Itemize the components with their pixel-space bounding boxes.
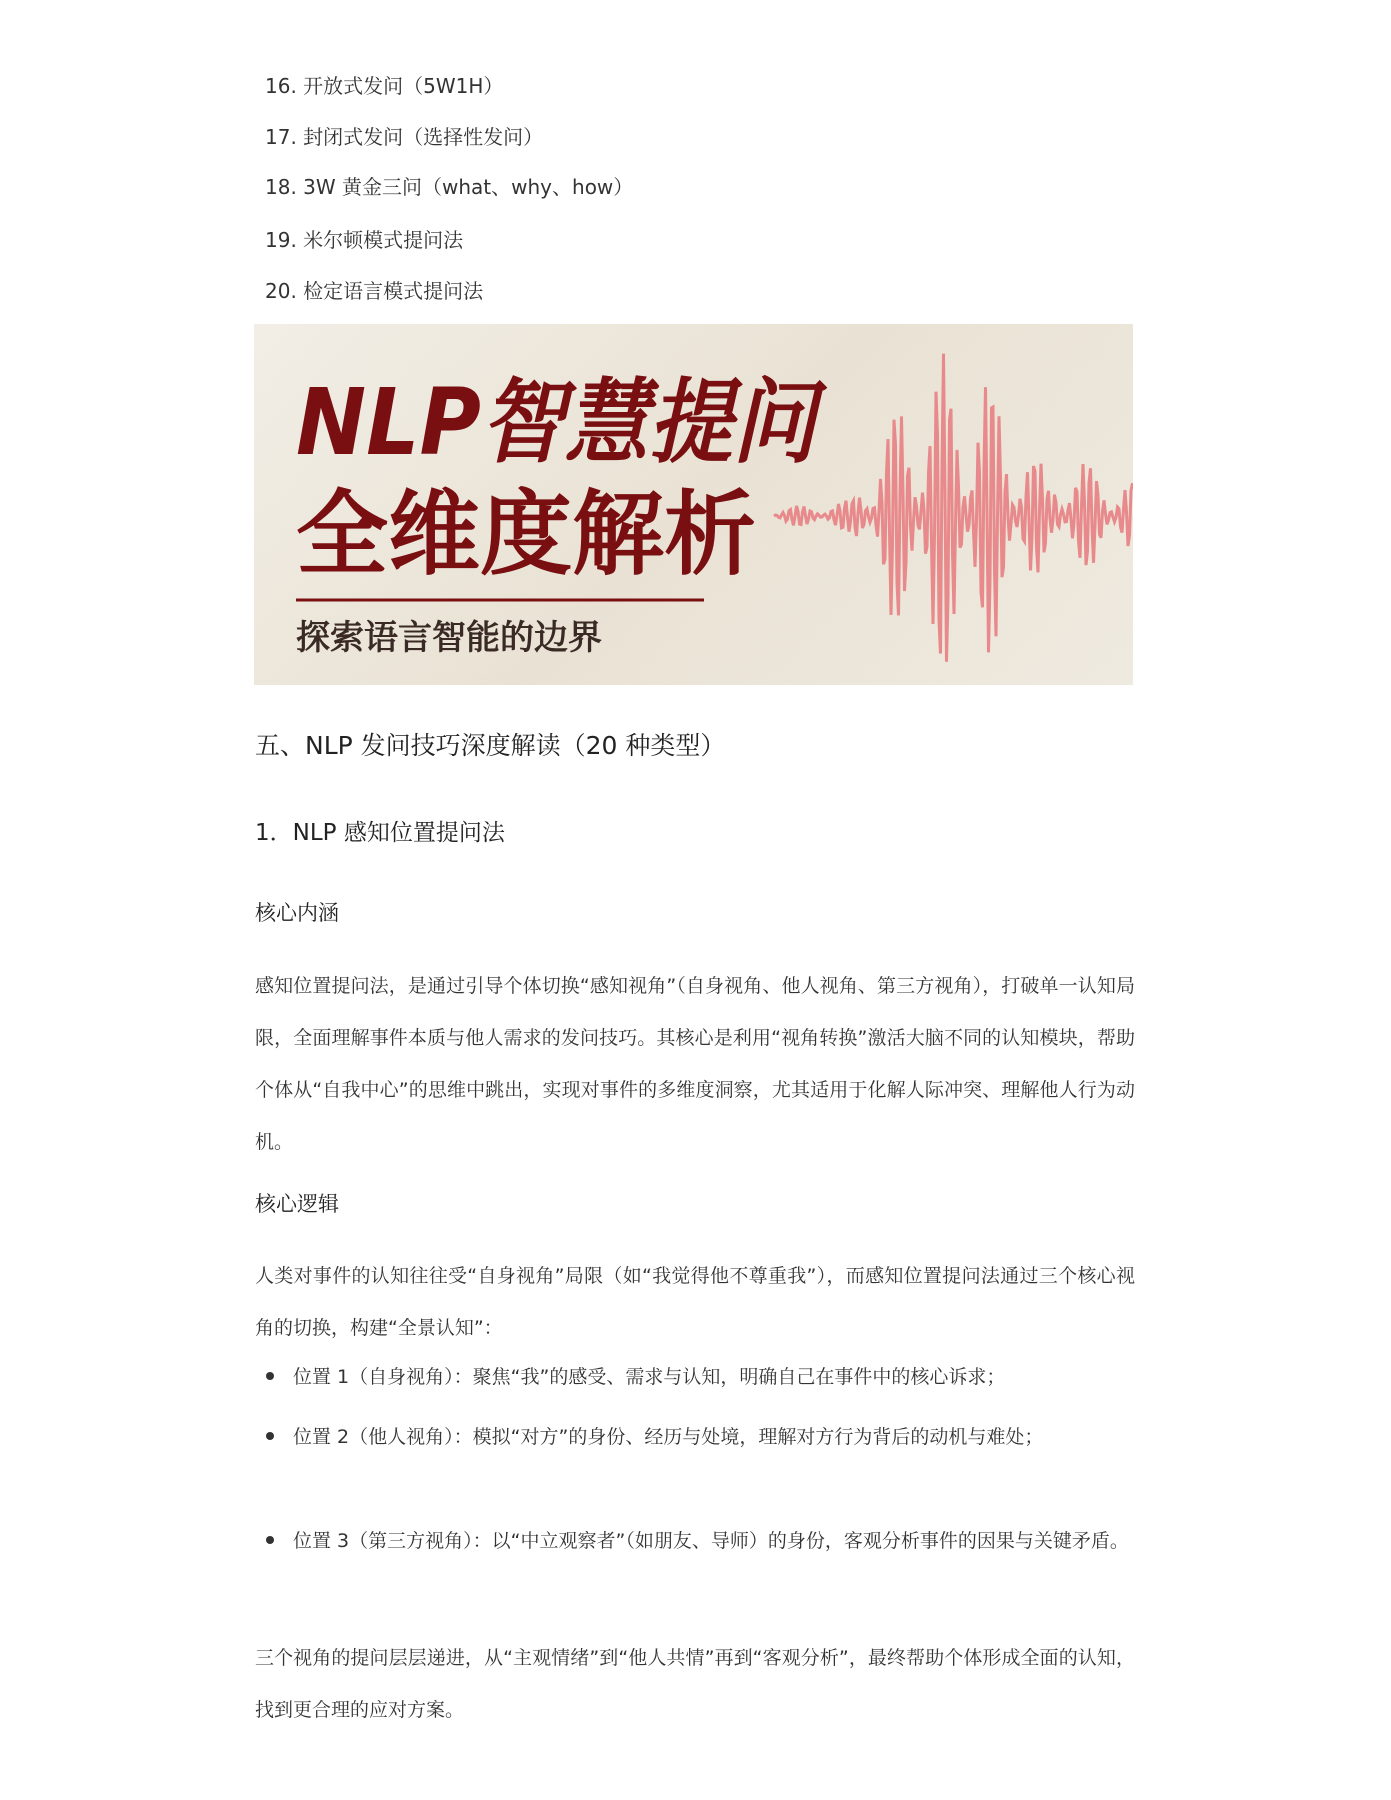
bullet-dot-icon	[266, 1372, 274, 1380]
core-meaning-paragraph: 感知位置提问法，是通过引导个体切换“感知视角”（自身视角、他人视角、第三方视角），打破单一认知局限，全面理解事件本质与他人需求的发问技巧。其核心是利用“视角转换”激活大脑不同的认知模块，帮助个体从“自我中心”的思维中跳出，实现对事件的多维度洞察，尤其适用于化解人际冲突、理解他人行为动机。	[255, 975, 1135, 1153]
bullet-dot-icon	[266, 1536, 274, 1544]
banner-image	[254, 324, 1133, 685]
sub-heading: 1．NLP 感知位置提问法	[255, 820, 505, 846]
bullet-text: 位置 2（他人视角）：模拟“对方”的身份、经历与处境，理解对方行为背后的动机与难处；	[293, 1426, 1044, 1448]
banner-graphic	[254, 324, 1133, 685]
core-meaning-heading: 核心内涵	[255, 901, 339, 925]
banner-title-line2: 全维度解析	[296, 481, 757, 588]
list-item: 20. 检定语言模式提问法	[265, 279, 484, 303]
list-item: 18. 3W 黄金三问（what、why、how）	[265, 175, 634, 199]
section-heading: 五、NLP 发问技巧深度解读（20 种类型）	[255, 731, 726, 760]
list-item: 16. 开放式发问（5W1H）	[265, 74, 504, 98]
core-logic-conclusion: 三个视角的提问层层递进，从“主观情绪”到“他人共情”再到“客观分析”，最终帮助个体形成全面的认知，找到更合理的应对方案。	[255, 1647, 1135, 1721]
core-logic-intro: 人类对事件的认知往往受“自身视角”局限（如“我觉得他不尊重我”），而感知位置提问法通过三个核心视角的切换，构建“全景认知”：	[255, 1265, 1135, 1339]
list-item: 17. 封闭式发问（选择性发问）	[265, 125, 544, 149]
core-logic-heading: 核心逻辑	[255, 1192, 339, 1216]
bullet-dot-icon	[266, 1432, 274, 1440]
bullet-text: 位置 1（自身视角）：聚焦“我”的感受、需求与认知，明确自己在事件中的核心诉求；	[293, 1366, 1006, 1388]
list-item: 19. 米尔顿模式提问法	[265, 228, 464, 252]
banner-title-line1: NLP智慧提问	[296, 369, 828, 476]
banner-subtitle: 探索语言智能的边界	[296, 618, 602, 658]
bullet-text: 位置 3（第三方视角）：以“中立观察者”（如朋友、导师）的身份，客观分析事件的因果与关键矛盾。	[293, 1530, 1129, 1552]
